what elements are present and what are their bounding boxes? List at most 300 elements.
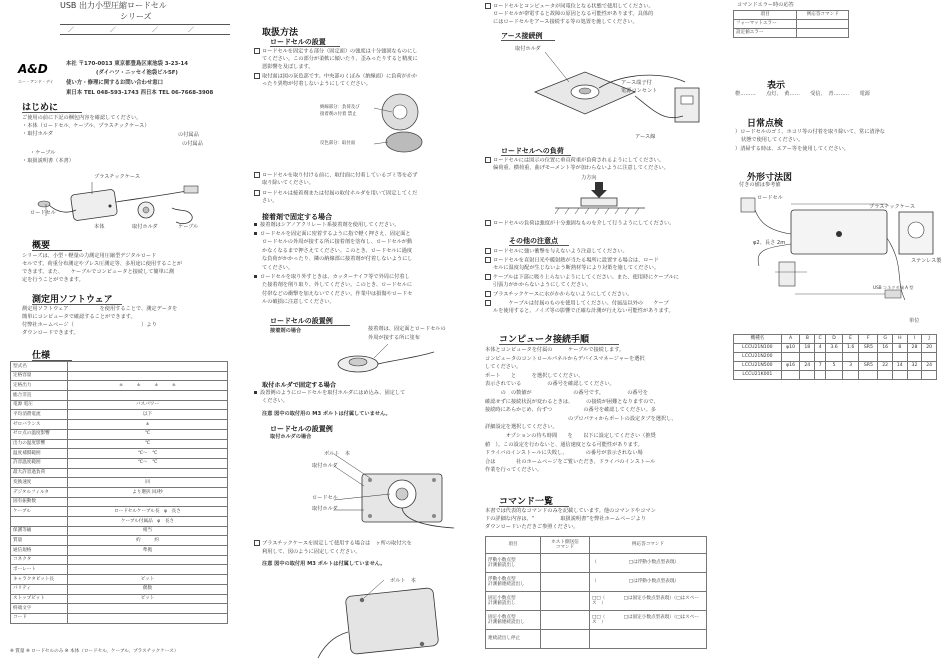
intro-line: ・取扱説明書（本書） xyxy=(22,158,74,164)
adhesive-line: 接着剤はシアノアクリレート系接着剤を使用してください。 xyxy=(260,222,400,228)
spec-label: 型式名 xyxy=(11,362,68,372)
checkbox-icon xyxy=(485,248,491,254)
overview-line: セルです。荷重分布測定やプレス圧測定等、多用途に使用することが xyxy=(22,261,183,267)
dimension-header: D xyxy=(826,335,843,344)
spec-value xyxy=(68,468,228,478)
command-item: 固定小数点型 xyxy=(488,614,516,620)
example-heading: ロードセルの設置例 xyxy=(270,317,333,325)
dimension-cell: 18 xyxy=(800,344,815,353)
adhesive-line: かなくなるまで押さえてください。このとき、ロードセルに過度 xyxy=(262,247,413,254)
command-row xyxy=(486,611,707,630)
load-heading: ロードセルへの負荷 xyxy=(501,147,564,155)
holder-example-figure xyxy=(294,446,474,532)
command-response xyxy=(590,630,707,649)
software-line: 簡単にコンピュータで確認することができます。 xyxy=(22,314,136,320)
case-line: 利用して、図のように固定してください。 xyxy=(262,549,361,555)
commands-header: ホスト側送信 コマンド xyxy=(541,537,590,554)
spec-row xyxy=(11,449,228,459)
install-line: 悪影響を及ぼします。 xyxy=(262,64,314,70)
connection-step: のプロパティからポートの設定タブを選択し、 xyxy=(485,415,677,422)
dimension-row xyxy=(734,353,937,362)
note-line: ロードセルを直射日光や暖射熱が当たる場所に設置する場合は、ロード xyxy=(493,257,659,264)
spec-label: 質量 xyxy=(11,536,68,546)
intro-line: ご使用の前に下記の梱包内容を確認してください。 xyxy=(22,115,142,121)
dimension-cell: 1.6 xyxy=(842,344,859,353)
spec-label: ゼロバランス xyxy=(11,420,68,430)
spec-row xyxy=(11,391,228,401)
daily-line: ）ロードセルのゴミ、ホコリ等の付着を取り除いて、常に清浄な xyxy=(735,129,885,135)
dimension-cell: 32 xyxy=(907,362,922,371)
spec-value xyxy=(68,565,228,575)
spec-label: 終端文字 xyxy=(11,604,68,614)
commands-header: 項目 xyxy=(486,537,541,554)
bolt-label: ボルト 本 xyxy=(324,451,350,457)
dimension-cell xyxy=(859,353,878,362)
grounding-line: ロードセルが帯電すると故障の原因となる可能性があります。具体的 xyxy=(493,11,654,17)
connection-step: 合は 社のホームページをご覧いただき、ドライバのインストール xyxy=(485,458,656,465)
spec-label: 通信規格 xyxy=(11,546,68,556)
contact-phones: 東日本 TEL 048-593-1743 西日本 TEL 06-7668-3908 xyxy=(66,90,214,96)
case-line: プラスチックケースを固定して使用する場合は ヶ所の取付穴を xyxy=(262,540,412,547)
dimension-cell xyxy=(781,353,800,362)
command-host xyxy=(541,554,590,573)
spec-label: 固有振動数 xyxy=(11,497,68,507)
spec-label: 変換速度 xyxy=(11,478,68,488)
install-line: 取り除いてください。 xyxy=(262,180,314,186)
dimension-header: H xyxy=(892,335,907,344)
dimension-cell: LCCU21N500 xyxy=(734,362,782,371)
dimension-row xyxy=(734,371,937,380)
adhesive-line: た接着剤を削り取り、外してください。このとき、ロードセルに xyxy=(262,282,413,289)
dimension-row xyxy=(734,362,937,371)
note-line: ケーブルは下部に吸り上らないようにしてください。また、使用時にケーブルに xyxy=(493,274,679,281)
command-row xyxy=(486,592,707,611)
spec-row xyxy=(11,604,228,614)
command-host xyxy=(541,592,590,611)
cmd-error-header: 例応答コマンド xyxy=(797,11,849,20)
spec-value: ケーブル付属品 φ 長さ xyxy=(68,517,228,527)
install-heading: ロードセルの設置 xyxy=(270,38,326,46)
spec-value xyxy=(68,613,228,623)
unit-label: 単位 xyxy=(909,318,920,324)
dimension-row xyxy=(734,344,937,353)
dimension-cell: 28 xyxy=(907,344,922,353)
spec-label: 保護等級 xyxy=(11,526,68,536)
spec-value xyxy=(68,362,228,372)
product-title: USB 出力小型圧縮ロードセル xyxy=(60,1,167,10)
checkbox-icon xyxy=(485,300,491,306)
spec-label: コード xyxy=(11,613,68,623)
spec-value xyxy=(68,555,228,565)
ground-wire-label: アース線 xyxy=(635,134,656,140)
loadcell-callout: ロードセル xyxy=(312,495,338,501)
spec-value xyxy=(68,604,228,614)
install-line: 取付面は図の灰色部です。中央部のくぼみ（納線面）に負荷がかか xyxy=(262,73,418,80)
contact-title: 使い方・修理に関するお問い合わせ窓口 xyxy=(66,80,164,86)
install-line: ロードセルを固定する部分（固定面）の強度は十分強固なものにし xyxy=(262,48,418,55)
spec-value: ℃ xyxy=(68,429,228,439)
dimension-cell: 24 xyxy=(800,362,815,371)
daily-line: ）清掃する時は、エアー等を使用してください。 xyxy=(735,146,849,152)
commands-heading: コマンド一覧 xyxy=(499,497,554,507)
software-line: 付弊社ホームページ（ ）より xyxy=(22,322,157,328)
overview-heading: 概要 xyxy=(32,241,51,251)
adhesive-line: てください。 xyxy=(262,265,294,271)
grounding-line: ロードセルとコンピュータが同電位となる状態で使用してください。 xyxy=(493,3,654,10)
usb-label: USB コネクタ端 A 型 xyxy=(873,285,914,290)
install-line: てください。この部分が柔軟に傾いたり、歪みったりすると精度に xyxy=(262,56,418,62)
dimensions-sub: 付きの値は参考値 xyxy=(739,182,781,188)
adhesive-line: な負荷がかかったり、隣の納線部に接着剤が付着しないようにし xyxy=(262,256,413,263)
intro-heading: はじめに xyxy=(22,103,59,113)
spec-value: ℃～ ℃ xyxy=(68,458,228,468)
dimension-cell xyxy=(842,371,859,380)
spec-label: デジタルフィルタ xyxy=(11,487,68,497)
spec-value: より選択 回/秒 xyxy=(68,487,228,497)
spec-row xyxy=(11,507,228,517)
dimension-header: 機種名 xyxy=(734,335,782,344)
command-host xyxy=(541,573,590,592)
command-item: 計測値連続読出し xyxy=(488,620,525,625)
dimension-cell: LCCU21K001 xyxy=(734,371,782,380)
note-line: 引張力がかからないようにしてください。 xyxy=(493,282,592,289)
dimensions-table xyxy=(733,334,937,380)
software-line: ダウンロードできます。 xyxy=(22,330,79,336)
dimension-cell: 3 xyxy=(842,362,859,371)
column-4 xyxy=(733,0,945,667)
spec-row xyxy=(11,565,228,575)
example-note: 接着剤は、固定面とロードセルの xyxy=(368,326,446,332)
command-item: 計測値読出し xyxy=(488,563,516,568)
install-line: ロードセルは接着剤または付属の取付ホルダを用いて固定してくだ xyxy=(262,190,418,197)
bullet-icon xyxy=(254,275,257,278)
dimension-cell xyxy=(815,353,826,362)
load-figure xyxy=(545,182,655,216)
adhesive-line: 付帯などの衝撃を加えないでください。作業中は損傷やロードセ xyxy=(262,290,413,297)
connection-step: してください。 xyxy=(485,364,522,371)
spec-label: 定格出力 xyxy=(11,381,68,391)
commands-table xyxy=(485,536,707,649)
loadcell-callout: ロードセル xyxy=(757,195,783,201)
column-1: USB 出力小型圧縮ロードセル シリーズ ／ ／ ／ ／ A&D エー・アンド・デイ 本社 〒170-0013 東京都豊島区東池袋 3-23-14 (ダイハツ・ニッセイ池袋ビル5F) 使い方・修理に関するお問い合わせ窓口 東日本 TEL 048-593-1743 西日本 TEL 06-7668-3908 はじめに ご使用の前に下記の梱包内容を確認してください。 ・本体（ロードセル、ケーブル、プラスチックケース） ・取付ホルダ の付属品 の付属品 ・ケーブル ・取扱説明書（本書） プラスチックケース ロードセル 本体 取付ホルダ ケーブル 概要 シリーズは、小型・軽量の力測定用圧縮型デジタルロード セルです。荷重分布測定やプレス圧測定等、多用途に使用することが できます。また、 ケーブルでコンピュータと接続して簡単に測 定を行うことができます。 測定用ソフトウェア 測定用ソフトウェア を使用することで、測定データを 簡単にコンピュータで確認することができます。 付弊社ホームページ（ ）より ダウンロードできます。 仕様 型式名 定格容量 定格出力 ± ± ± ± 総合非直 電源 電圧 バスパワー 平均消費電流 以下 ゼロバランス ± ゼロ点の温度影響 ℃ 出力の温度影響 ℃ 温度補償範囲 ℃～ ℃ 許容温度範囲 ℃～ ℃ 最大許容過負荷 変換速度 回 デジタルフィルタ より選択 回/秒 固有振動数 ケーブル ロードセルケーブル長 φ 長さ ケーブル付属品 φ 長さ 保護等級 相当 質量 約 約 通信規格 準拠 コネクタ ボーレート キャラクタビット長 ビット パリティ 偶数 ストップビット ビット 終端文字 コード ※ 質量 ※ ロードセルのみ ※ 本体（ロードセル、ケーブル、プラスチックケース） xyxy=(8,0,230,667)
spec-row xyxy=(11,362,228,372)
commands-intro: ダウンロードいただきご参照ください。 xyxy=(485,524,579,530)
dimension-cell xyxy=(892,353,907,362)
example-sub: 接着剤の場合 xyxy=(270,328,302,334)
spec-row xyxy=(11,458,228,468)
company-building: (ダイハツ・ニッセイ池袋ビル5F) xyxy=(96,70,178,76)
load-line: ロードセルには図示の位置に垂直荷重が負荷されるようにしてください。 xyxy=(493,157,665,164)
holder-accessory-a: の付属品 xyxy=(178,132,199,138)
dimension-cell xyxy=(815,371,826,380)
spec-row xyxy=(11,613,228,623)
spec-value xyxy=(68,391,228,401)
cmd-error-heading: コマンドエラー時の応答 xyxy=(737,2,794,8)
command-item: 計測値読出し xyxy=(488,601,516,606)
spec-row xyxy=(11,478,228,488)
spec-row xyxy=(11,536,228,546)
spec-label: 最大許容過負荷 xyxy=(11,468,68,478)
spec-value: ± ± ± ± xyxy=(68,381,228,391)
daily-line: 状態で使用してください。 xyxy=(741,137,804,143)
spec-label: ボーレート xyxy=(11,565,68,575)
holder-line: ください。 xyxy=(262,398,288,404)
connection-step: 確認せずに接続状況が変わるときは、 の接続が困難となりますので、 xyxy=(485,398,659,405)
dimension-cell: φ16 xyxy=(781,362,800,371)
dimension-cell xyxy=(781,371,800,380)
dimension-cell xyxy=(922,353,937,362)
cmd-error-header: 項目 xyxy=(734,11,797,20)
connection-step: 値 ）。この設定を行わないと、通信速度となる可能性があります。 xyxy=(485,441,643,448)
commands-intro: ドの詳細な内容は、“ 取扱説明書”を弊社ホームページより xyxy=(485,516,646,522)
notes-heading: その他の注意点 xyxy=(509,237,558,245)
command-row xyxy=(486,630,707,649)
command-host xyxy=(541,611,590,630)
spec-row xyxy=(11,439,228,449)
dimension-cell xyxy=(842,353,859,362)
dimension-header: A xyxy=(781,335,800,344)
install-line: さい。 xyxy=(262,198,278,204)
fig-label: 納線部分：負荷及び xyxy=(320,105,360,110)
spec-label: コネクタ xyxy=(11,555,68,565)
intro-line: ・本体（ロードセル、ケーブル、プラスチックケース） xyxy=(22,123,150,129)
holder-line: 設置例のようにロードセルを取付ホルダにはめ込み、固定して xyxy=(260,390,406,396)
spec-value: ℃～ ℃ xyxy=(68,449,228,459)
holder-callout: 取付ホルダ xyxy=(312,506,338,512)
commands-header: 例応答コマンド xyxy=(590,537,707,554)
adhesive-line: ロードセルを固定面に密着するように指で軽く押さえ、固定面と xyxy=(260,230,411,237)
intro-line: ・ケーブル xyxy=(30,150,56,156)
command-response: （ □は浮動小数点型表現） xyxy=(590,573,707,592)
dimension-cell: 14 xyxy=(892,362,907,371)
spec-row xyxy=(11,575,228,585)
software-line: 測定用ソフトウェア を使用することで、測定データを xyxy=(22,306,178,312)
overview-line: できます。また、 ケーブルでコンピュータと接続して簡単に測 xyxy=(22,269,175,275)
spec-value: ℃ xyxy=(68,439,228,449)
holder-callout: 取付ホルダ xyxy=(312,463,338,469)
material-label: ステンレス製 xyxy=(911,258,942,264)
example-note: 外周が接する所に塗布 xyxy=(368,335,420,341)
dimension-cell xyxy=(878,371,893,380)
spec-row xyxy=(11,555,228,565)
dimension-cell: 20 xyxy=(922,344,937,353)
case-callout: プラスチックケース xyxy=(869,204,916,210)
bolt-label: ボルト 本 xyxy=(390,578,416,584)
spec-value xyxy=(68,497,228,507)
spec-footnote: ※ 質量 ※ ロードセルのみ ※ 本体（ロードセル、ケーブル、プラスチックケース） xyxy=(10,649,179,654)
grounding-line: にはロードセルをアース接続する等の処置を施してください。 xyxy=(493,19,638,25)
cmd-error-row: 設定値エラー xyxy=(734,29,797,38)
spec-label: 温度補償範囲 xyxy=(11,449,68,459)
connection-step: 接続時にあらかじめ、台ずつ の番号を確認してください。多 xyxy=(485,407,656,414)
dimension-cell: SR5 xyxy=(859,344,878,353)
spec-label: キャラクタビット長 xyxy=(11,575,68,585)
spec-row xyxy=(11,371,228,381)
connection-step: 本体とコンピュータを付属の ケーブルで接続します。 xyxy=(485,347,625,353)
spec-table xyxy=(10,361,228,624)
dimension-header: E xyxy=(842,335,859,344)
spec-row xyxy=(11,420,228,430)
case-note: 注意 図中の取付用 M3 ボルトは付属していません。 xyxy=(262,561,386,567)
commands-intro: 本書では代表的なコマンドのみを記載しています。他のコマンドやコマン xyxy=(485,508,656,514)
dimension-cell: SR5 xyxy=(859,362,878,371)
holder-note: 注意 図中の取付用の M3 ボルトは付属していません。 xyxy=(262,411,391,417)
dimension-cell xyxy=(826,353,843,362)
dimension-cell xyxy=(892,371,907,380)
dimension-cell xyxy=(907,371,922,380)
note-line: ロードセルに強い衝撃を与えないよう注意してください。 xyxy=(493,248,628,255)
title-rule xyxy=(60,24,230,25)
command-row xyxy=(486,573,707,592)
dimension-header: J xyxy=(922,335,937,344)
connection-step: 表示されている の番号を確認してください。 xyxy=(485,381,615,388)
spec-value: 以下 xyxy=(68,410,228,420)
command-response: □□（ □は固定小数点型表現）（□はスペース ） xyxy=(590,592,707,611)
spec-label: 総合非直 xyxy=(11,391,68,401)
spec-row xyxy=(11,400,228,410)
spec-label xyxy=(11,517,68,527)
overview-line: シリーズは、小型・軽量の力測定用圧縮型デジタルロード xyxy=(22,253,157,259)
install-line: ロードセルを取り付ける前に、取付面に付着しているゴミ等を必ず xyxy=(262,172,418,179)
case-label: プラスチックケース xyxy=(94,174,141,180)
dimension-cell: 5 xyxy=(826,362,843,371)
command-response: （ □は浮動小数点型表現） xyxy=(590,554,707,573)
loadcell-label: ロードセル xyxy=(30,210,56,216)
spec-value: ビット xyxy=(68,594,228,604)
command-item: 計測値連続読出し xyxy=(488,582,525,587)
dimension-cell xyxy=(800,371,815,380)
command-item: 固定小数点型 xyxy=(488,595,516,601)
spec-heading: 仕様 xyxy=(32,351,51,361)
adhesive-line: ロードセルを取り外すときは、カッターナイフ等で外周に付着し xyxy=(260,273,410,280)
dimension-cell xyxy=(859,371,878,380)
cable-spec: φ2、長さ 2m xyxy=(753,240,786,246)
grounding-example-heading: アース接続例 xyxy=(501,32,543,40)
bullet-icon xyxy=(254,223,257,226)
holder-example-heading: ロードセルの設置例 xyxy=(270,425,333,433)
holder-label: 取付ホルダ xyxy=(132,224,158,230)
bullet-icon xyxy=(254,232,257,235)
dimension-cell xyxy=(922,371,937,380)
dimension-header: G xyxy=(878,335,893,344)
intro-line: ・取付ホルダ xyxy=(22,131,53,137)
dimension-cell: 22 xyxy=(878,362,893,371)
adhesive-heading: 接着剤で固定する場合 xyxy=(262,213,332,221)
spec-value xyxy=(68,371,228,381)
holder-accessory-b: の付属品 xyxy=(182,141,203,147)
grounding-figure xyxy=(515,52,715,142)
spec-value: ± xyxy=(68,420,228,430)
holder-callout: 取付ホルダ xyxy=(515,46,541,52)
dimension-cell: 16 xyxy=(878,344,893,353)
connection-heading: コンピュータ接続手順 xyxy=(499,335,590,345)
adhesive-example-figure xyxy=(314,340,444,376)
note-line: ルを使用すると、ノイズ等の影響で正確な計測が行えない可能性があります。 xyxy=(493,308,674,315)
command-item: 浮動小数点型 xyxy=(488,576,516,582)
note-line: セルに温度勾配が生じないよう断熱材等により対策を施してください。 xyxy=(493,265,660,272)
spec-row xyxy=(11,468,228,478)
company-logo: A&D xyxy=(18,62,48,76)
company-address: 本社 〒170-0013 東京都豊島区東池袋 3-23-14 xyxy=(66,61,189,67)
cable-label: ケーブル xyxy=(178,224,199,230)
holder-heading: 取付ホルダで固定する場合 xyxy=(262,382,337,389)
dimension-cell: LCCU21N200 xyxy=(734,353,782,362)
command-host xyxy=(541,630,590,649)
spec-row xyxy=(11,429,228,439)
spec-row xyxy=(11,594,228,604)
spec-row xyxy=(11,497,228,507)
dimension-cell xyxy=(800,353,815,362)
spec-label: ケーブル xyxy=(11,507,68,517)
connection-step: ポート と を選択してください。 xyxy=(485,372,584,379)
connection-step: 作業を行ってください。 xyxy=(485,467,543,474)
overview-line: 定を行うことができます。 xyxy=(22,277,84,283)
spec-value: ロードセルケーブル長 φ 長さ xyxy=(68,507,228,517)
command-item: 連続読出し停止 xyxy=(488,636,521,642)
spec-row xyxy=(11,410,228,420)
load-line: 偏荷重、横荷重、曲げモーメント等が加わらないように注意してください。 xyxy=(493,165,669,171)
series-title: シリーズ xyxy=(120,12,152,21)
dimension-cell: 3.6 xyxy=(826,344,843,353)
spec-row xyxy=(11,526,228,536)
handling-heading: 取扱方法 xyxy=(262,28,299,38)
body-label: 本体 xyxy=(94,224,105,230)
spec-row xyxy=(11,517,228,527)
dimension-header: I xyxy=(907,335,922,344)
spec-row xyxy=(11,546,228,556)
daily-heading: 日常点検 xyxy=(747,119,784,129)
checkbox-icon xyxy=(485,291,491,297)
adhesive-line: ロードセルの外周が接する所に接着剤を塗布し、ロードセルが動 xyxy=(262,239,413,246)
checkbox-icon xyxy=(485,257,491,263)
display-line: 橙……… 点灯、 黄…… 受信、 青……… 電源 xyxy=(735,91,870,97)
spec-label: 定格容量 xyxy=(11,371,68,381)
fig-label: 接着剤の付着 禁止 xyxy=(320,112,357,117)
display-heading: 表示 xyxy=(767,81,786,91)
dimension-cell: φ10 xyxy=(781,344,800,353)
adhesive-line: ルの破損に注意してください。 xyxy=(262,299,335,306)
spec-value: 回 xyxy=(68,478,228,488)
spec-label: ゼロ点の温度影響 xyxy=(11,429,68,439)
dimension-cell: 4 xyxy=(815,344,826,353)
spec-label: 電源 電圧 xyxy=(11,400,68,410)
note-line: プラスチックケースに水がかからないようにしてください。 xyxy=(493,291,633,298)
spec-value: 約 約 xyxy=(68,536,228,546)
dimension-header: F xyxy=(859,335,878,344)
dimension-cell: LCCU21N100 xyxy=(734,344,782,353)
spec-value: 偶数 xyxy=(68,584,228,594)
spec-row xyxy=(11,487,228,497)
cmd-error-row: フォーマットエラー xyxy=(734,20,797,29)
column-2 xyxy=(254,0,476,667)
fig-label: 反色部分：取付面 xyxy=(320,141,356,146)
command-item: 浮動小数点型 xyxy=(488,557,516,563)
terminal-label: 電源コンセント xyxy=(621,88,658,94)
dimension-cell: 8 xyxy=(892,344,907,353)
case-mount-figure xyxy=(314,576,454,662)
company-logo-sub: エー・アンド・デイ xyxy=(18,79,54,84)
cmd-error-table xyxy=(733,10,849,38)
spec-label: パリティ xyxy=(11,584,68,594)
dimensions-heading: 外形寸法図 xyxy=(747,173,793,183)
dimension-cell: 7 xyxy=(815,362,826,371)
connection-step: コンピュータのコントロールパネルからデバイスマネージャーを選択 xyxy=(485,355,645,362)
column-3 xyxy=(485,0,717,667)
dimension-cell xyxy=(826,371,843,380)
connection-step: オプションの待ち時間 を 以下に設定してください（推奨 xyxy=(485,433,656,439)
dimension-cell xyxy=(878,353,893,362)
dimension-header: C xyxy=(815,335,826,344)
